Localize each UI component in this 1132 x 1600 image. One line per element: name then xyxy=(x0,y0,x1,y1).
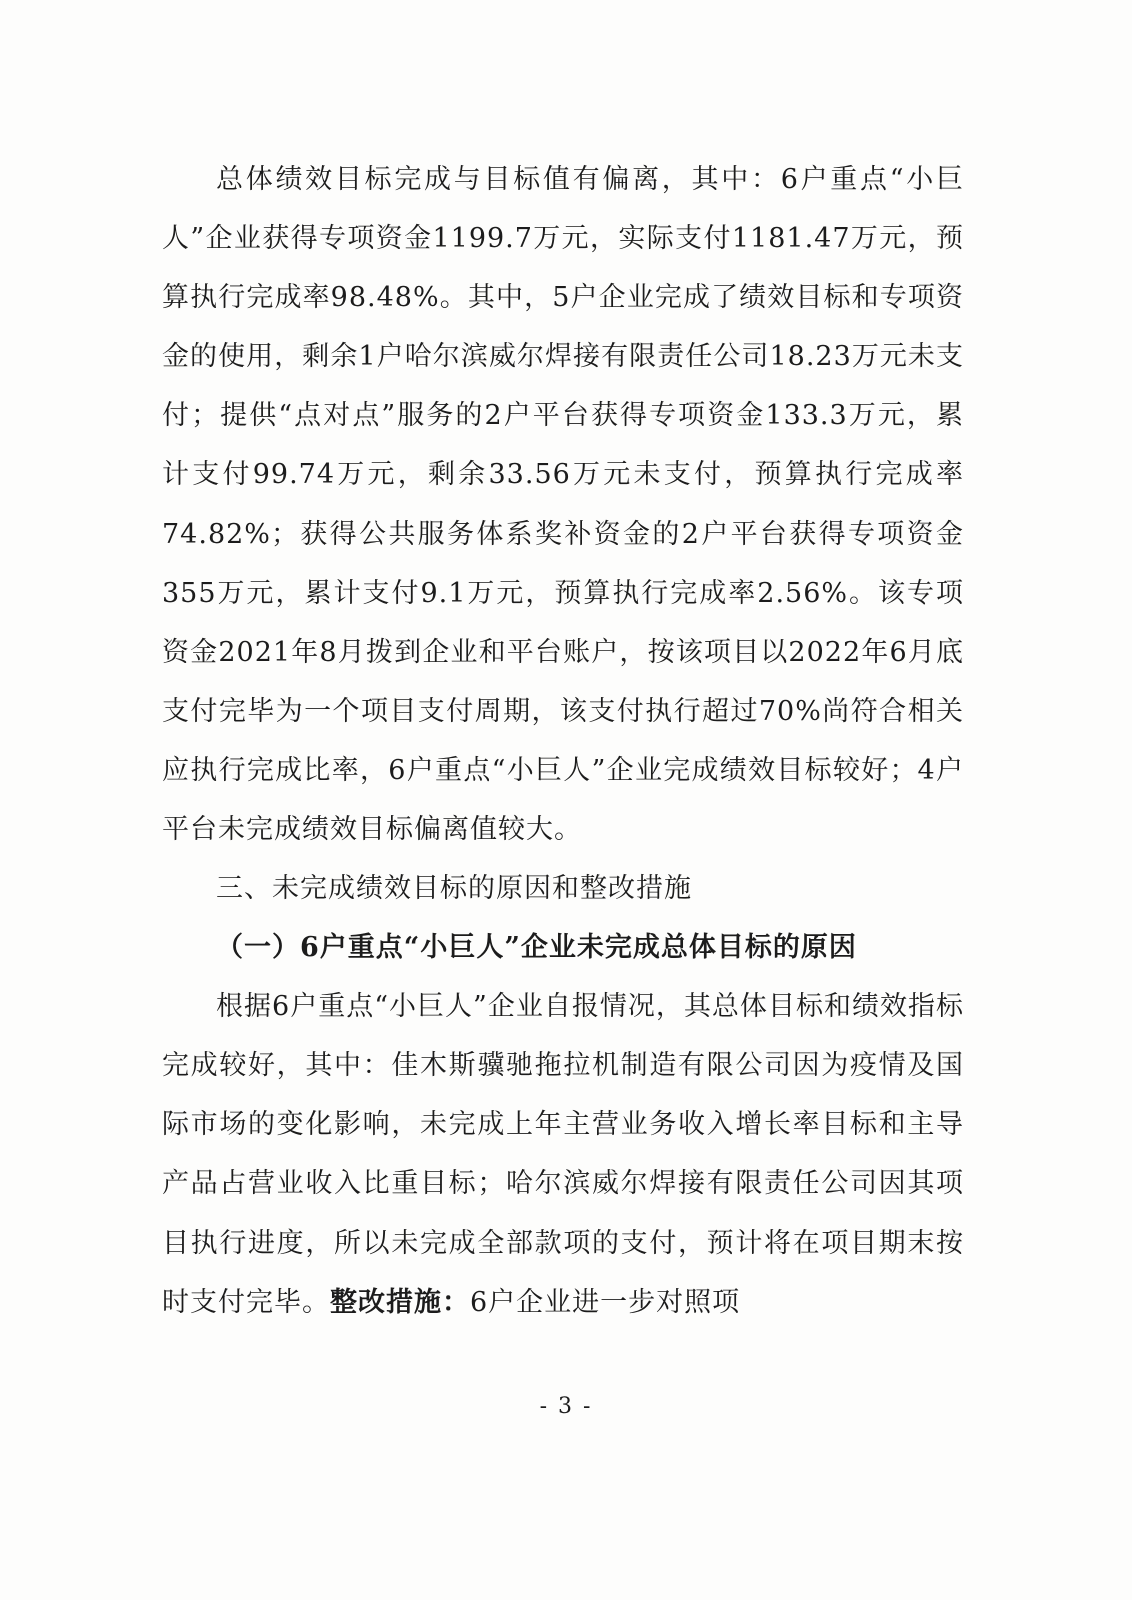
paragraph-enterprise-reasons-tail: 6户企业进一步对照项 xyxy=(470,1286,741,1318)
section-heading-reasons-and-measures: 三、未完成绩效目标的原因和整改措施 xyxy=(216,873,692,905)
document-body xyxy=(162,150,964,1332)
sub-heading-enterprise-reasons: （一）6户重点“小巨人”企业未完成总体目标的原因 xyxy=(216,932,857,964)
paragraph-enterprise-reasons-text: 根据6户重点“小巨人”企业自报情况，其总体目标和绩效指标完成较好，其中：佳木斯骥驰拖拉机制造有限公司因为疫情及国际市场的变化影响，未完成上年主营业务收入增长率目标和主导产品占营业收入比重目标；哈尔滨威尔焊接有限责任公司因其项目执行进度，所以未完成全部款项的支付，预计将在项目期末按时支付完毕。 xyxy=(162,991,964,1318)
rectification-measures-label: 整改措施： xyxy=(330,1286,470,1318)
paragraph-performance-summary: 总体绩效目标完成与目标值有偏离，其中：6户重点“小巨人”企业获得专项资金1199.7万元，实际支付1181.47万元，预算执行完成率98.48%。其中，5户企业完成了绩效目标和专项资金的使用，剩余1户哈尔滨威尔焊接有限责任公司18.23万元未支付；提供“点对点”服务的2户平台获得专项资金133.3万元，累计支付99.74万元，剩余33.56万元未支付，预算执行完成率74.82%；获得公共服务体系奖补资金的2户平台获得专项资金355万元，累计支付9.1万元，预算执行完成率2.56%。该专项资金2021年8月拨到企业和平台账户，按该项目以2022年6月底支付完毕为一个项目支付周期，该支付执行超过70%尚符合相关应执行完成比率，6户重点“小巨人”企业完成绩效目标较好；4户平台未完成绩效目标偏离值较大。 xyxy=(162,164,964,846)
page-number: - 3 - xyxy=(539,1394,593,1419)
paragraph-enterprise-reasons xyxy=(162,977,964,1332)
